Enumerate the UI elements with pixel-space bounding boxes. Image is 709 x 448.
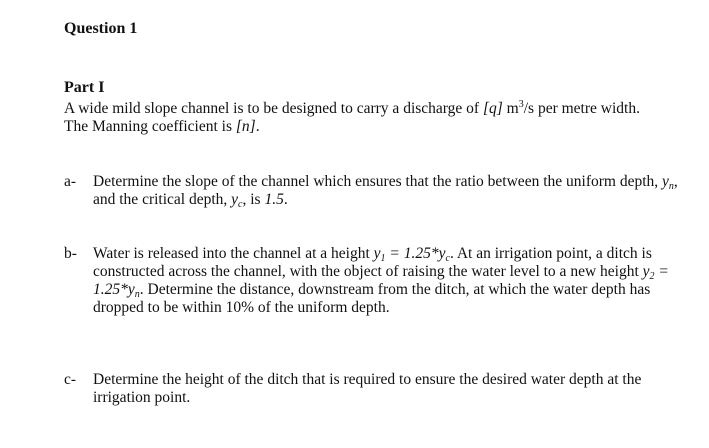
item-text-c: Determine the height of the ditch that is required to ensure the desired water depth at the irrigation point. <box>93 371 642 406</box>
item-a-text-2: , and the critical depth, <box>93 173 678 208</box>
y1-letter: y <box>373 245 381 262</box>
intro-text-2: m <box>502 100 519 117</box>
y2-rhs-subscript: n <box>134 289 140 300</box>
intro-text-4: . <box>255 118 260 135</box>
y2-subscript: 2 <box>649 271 655 282</box>
y1-equation <box>374 245 450 262</box>
q-variable: [q] <box>482 100 503 117</box>
item-text-b <box>93 245 684 317</box>
item-b-text-3: . Determine the distance, downstream from the ditch, at which the water depth has dropped to be within 10% of the uniform depth. <box>93 281 651 316</box>
question-item-b <box>64 245 684 317</box>
ratio-value: 1.5 <box>264 191 284 208</box>
yc-subscript: c <box>238 199 243 210</box>
item-text-a <box>93 173 684 209</box>
y2-letter: y <box>642 263 650 280</box>
item-marker-c: c- <box>64 371 77 388</box>
yn-letter: y <box>662 173 669 190</box>
part-title: Part I <box>64 79 105 96</box>
n-variable: [n] <box>235 118 256 135</box>
question-item-c <box>64 371 684 407</box>
y2-rhs: = 1.25*y <box>93 263 669 298</box>
item-b-text-1: Water is released into the channel at a height <box>93 245 374 262</box>
yc-letter: y <box>231 191 239 208</box>
intro-text-3: /s per metre width. The Manning coefficient is <box>64 100 640 135</box>
item-a-text-3: , is <box>242 191 265 208</box>
yc-symbol <box>231 191 242 208</box>
question-title: Question 1 <box>64 20 138 37</box>
item-a-text-4: . <box>283 191 288 208</box>
y1-subscript: 1 <box>380 253 386 264</box>
yn-subscript: n <box>668 181 674 192</box>
cube-superscript: 3 <box>518 99 524 110</box>
yn-symbol <box>662 173 674 190</box>
intro-text-1: A wide mild slope channel is to be designed to carry a discharge of <box>64 100 483 117</box>
y1-rhs-subscript: c <box>445 253 450 264</box>
question-item-a <box>64 173 684 209</box>
item-marker-a: a- <box>64 173 77 190</box>
item-b-text-2: . At an irrigation point, a ditch is constructed across the channel, with the object of raising the water level to a new height <box>93 245 652 280</box>
intro-paragraph <box>64 100 664 136</box>
item-marker-b: b- <box>64 245 77 262</box>
item-a-text-1: Determine the slope of the channel which ensures that the ratio between the uniform depth, <box>93 173 663 190</box>
y1-rhs: = 1.25*y <box>385 245 446 262</box>
